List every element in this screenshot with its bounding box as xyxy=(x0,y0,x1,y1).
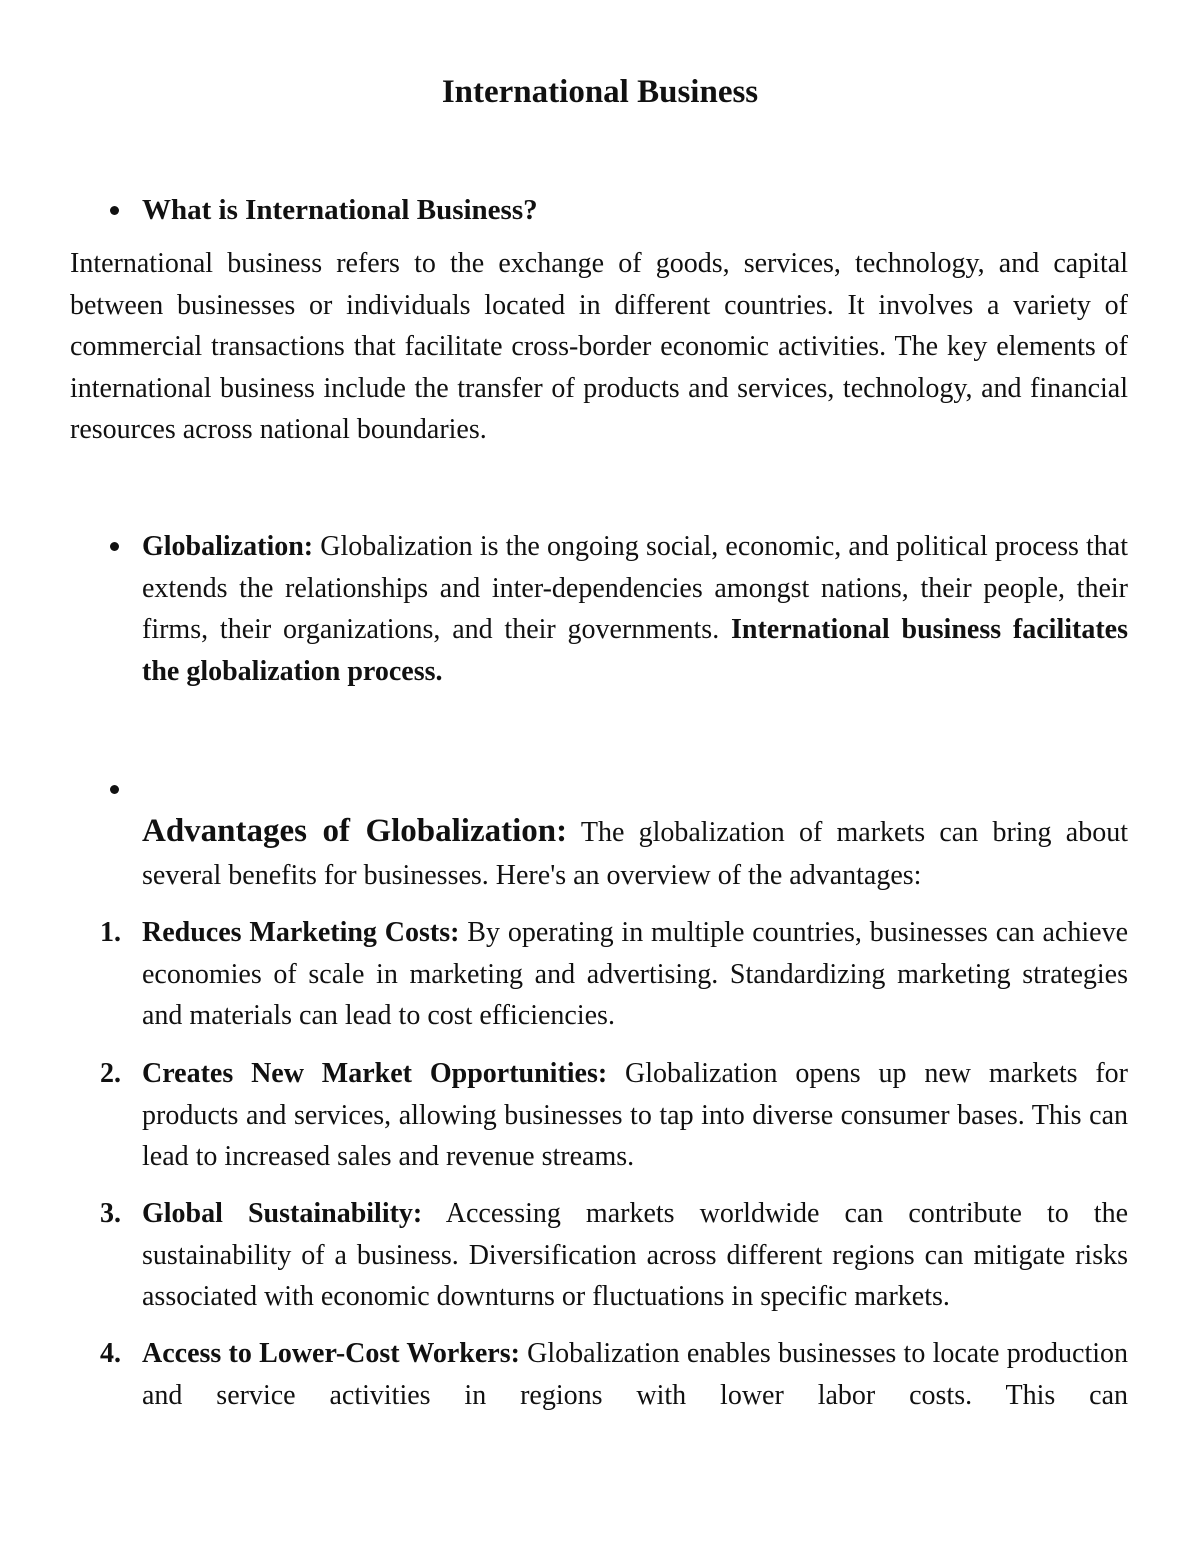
globalization-paragraph xyxy=(142,526,1128,692)
list-item-text: Globalization enables businesses to locate production and service activities in regions with lower labor costs. This can xyxy=(142,1338,1129,1411)
list-item xyxy=(142,1193,1128,1318)
list-item-text: By operating in multiple countries, businesses can achieve economies of scale in marketing and advertising. Standardizing marketing strategies and materials can lead to cost efficiencies. xyxy=(142,917,1128,1031)
list-item xyxy=(142,1053,1128,1178)
globalization-label: Globalization: xyxy=(142,531,314,562)
list-item-label: Reduces Marketing Costs: xyxy=(142,917,460,948)
intro-paragraph: International business refers to the exchange of goods, services, technology, and capital between businesses or individuals located in different countries. It involves a variety of commercial transactions that facilitate cross-border economic activities. The key elements of international business include the transfer of products and services, technology, and financial resources across national boundaries. xyxy=(70,248,1128,445)
section-heading: What is International Business? xyxy=(142,194,538,226)
list-item xyxy=(142,1333,1128,1416)
list-number: 4. xyxy=(100,1338,121,1369)
advantages-paragraph xyxy=(142,810,1128,897)
globalization-emphasis: International business facilitates the globalization process. xyxy=(142,614,1128,687)
list-item xyxy=(142,912,1128,1037)
list-item-text: Globalization opens up new markets for products and services, allowing businesses to tap into diverse consumer bases. This can lead to increased sales and revenue streams. xyxy=(142,1058,1129,1172)
list-item-label: Global Sustainability: xyxy=(142,1198,423,1229)
advantages-label: Advantages of Globalization: xyxy=(142,813,568,849)
advantages-text: The globalization of markets can bring about several benefits for businesses. Here's an overview of the advantages: xyxy=(142,817,1128,891)
document-title: International Business xyxy=(441,74,759,110)
list-item-label: Creates New Market Opportunities: xyxy=(142,1058,608,1089)
bullet-icon xyxy=(110,785,119,794)
bullet-icon xyxy=(110,206,119,215)
globalization-text: Globalization is the ongoing social, economic, and political process that extends the relationships and inter-dependencies amongst nations, their people, their firms, their organizations, and their governments. xyxy=(142,531,1128,645)
bullet-icon xyxy=(110,542,119,551)
list-item-label: Access to Lower-Cost Workers: xyxy=(142,1338,520,1369)
list-number: 3. xyxy=(100,1198,121,1229)
list-number: 2. xyxy=(100,1058,121,1089)
list-item-text: Accessing markets worldwide can contribute to the sustainability of a business. Diversification across different regions can mitigate risks associated with economic downturns or fluctuations in specific markets. xyxy=(142,1198,1129,1312)
list-number: 1. xyxy=(100,917,121,948)
